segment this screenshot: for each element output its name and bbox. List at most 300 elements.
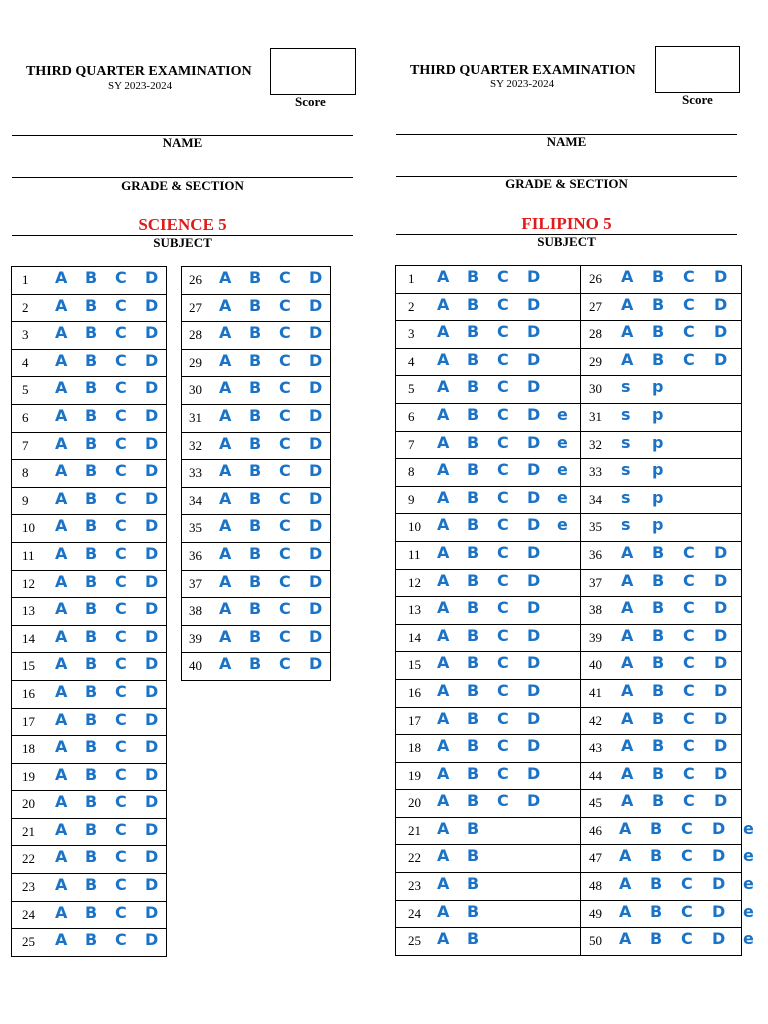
choice-b[interactable]: B [650, 874, 663, 894]
choice-b[interactable]: B [652, 791, 665, 811]
choice-c[interactable]: C [279, 516, 291, 536]
choice-b[interactable]: B [249, 350, 262, 370]
choice-c[interactable]: C [115, 323, 127, 343]
choice-d[interactable]: D [714, 708, 728, 728]
choice-c[interactable]: C [115, 930, 127, 950]
choice-b[interactable]: B [85, 737, 98, 757]
choice-a[interactable]: A [55, 737, 68, 757]
choice-b[interactable]: B [85, 516, 98, 536]
choice-b[interactable]: B [467, 763, 480, 783]
choice-d[interactable]: D [309, 461, 323, 481]
choice-d[interactable]: D [712, 874, 726, 894]
choice-b[interactable]: B [467, 708, 480, 728]
choice-c[interactable]: C [497, 267, 509, 286]
choice-b[interactable]: B [85, 405, 98, 425]
choice-e[interactable]: e [557, 487, 568, 507]
choice-b[interactable]: B [85, 875, 98, 895]
choice-b[interactable]: B [249, 268, 262, 287]
choice-b[interactable]: B [85, 378, 98, 398]
choice-a[interactable]: A [219, 461, 232, 481]
choice-d[interactable]: D [145, 543, 159, 563]
choice-c[interactable]: C [115, 543, 127, 563]
choice-c[interactable]: C [683, 708, 695, 728]
choice-b[interactable]: B [467, 542, 480, 562]
choice-c[interactable]: C [681, 929, 693, 949]
choice-d[interactable]: D [145, 488, 159, 508]
choice-c[interactable]: C [279, 654, 291, 674]
choice-a[interactable]: A [621, 791, 634, 811]
choice-a[interactable]: A [437, 625, 450, 645]
choice-c[interactable]: C [497, 294, 509, 314]
choice-a[interactable]: A [621, 598, 634, 618]
choice-a[interactable]: A [621, 349, 634, 369]
choice-c[interactable]: C [497, 708, 509, 728]
choice-b[interactable]: B [85, 709, 98, 729]
choice-c[interactable]: C [683, 294, 695, 314]
choice-d[interactable]: D [714, 625, 728, 645]
choice-b[interactable]: B [85, 433, 98, 453]
choice-a[interactable]: A [55, 516, 68, 536]
choice-b[interactable]: B [467, 349, 480, 369]
choice-a[interactable]: A [437, 763, 450, 783]
choice-b[interactable]: B [467, 377, 480, 397]
choice-d[interactable]: D [714, 570, 728, 590]
choice-c[interactable]: C [683, 791, 695, 811]
choice-c[interactable]: C [115, 764, 127, 784]
choice-b[interactable]: B [85, 323, 98, 343]
choice-b[interactable]: B [652, 267, 665, 286]
choice-d[interactable]: D [527, 736, 541, 756]
choice-c[interactable]: C [681, 901, 693, 921]
choice-c[interactable]: C [683, 267, 695, 286]
choice-a[interactable]: A [619, 818, 632, 838]
choice-b[interactable]: B [467, 267, 480, 286]
choice-b[interactable]: B [85, 930, 98, 950]
choice-c[interactable]: C [115, 709, 127, 729]
choice-d[interactable]: D [527, 570, 541, 590]
choice-c[interactable]: C [115, 681, 127, 701]
choice-c[interactable]: C [279, 571, 291, 591]
choice-b[interactable]: B [85, 350, 98, 370]
choice-c[interactable]: C [497, 736, 509, 756]
choice-b[interactable]: B [652, 570, 665, 590]
choice-a[interactable]: A [621, 680, 634, 700]
choice-a[interactable]: A [55, 819, 68, 839]
choice-a[interactable]: A [55, 571, 68, 591]
choice-b[interactable]: B [467, 515, 480, 535]
choice-a[interactable]: A [621, 322, 634, 342]
choice-a[interactable]: A [619, 874, 632, 894]
choice-d[interactable]: D [527, 377, 541, 397]
choice-d[interactable]: D [145, 405, 159, 425]
choice-c[interactable]: C [497, 542, 509, 562]
choice-b[interactable]: B [249, 433, 262, 453]
choice-d[interactable]: D [527, 349, 541, 369]
choice-c[interactable]: C [497, 322, 509, 342]
choice-d[interactable]: D [714, 294, 728, 314]
choice-a[interactable]: A [219, 433, 232, 453]
choice-b[interactable]: B [652, 294, 665, 314]
choice-d[interactable]: D [309, 516, 323, 536]
choice-d[interactable]: D [145, 268, 159, 287]
choice-a[interactable]: A [55, 654, 68, 674]
choice-a[interactable]: A [219, 405, 232, 425]
choice-b[interactable]: B [85, 543, 98, 563]
choice-s[interactable]: s [621, 377, 631, 397]
choice-d[interactable]: D [145, 709, 159, 729]
choice-a[interactable]: A [55, 599, 68, 619]
choice-c[interactable]: C [497, 432, 509, 452]
choice-d[interactable]: D [145, 599, 159, 619]
choice-c[interactable]: C [115, 819, 127, 839]
choice-a[interactable]: A [437, 570, 450, 590]
choice-b[interactable]: B [467, 736, 480, 756]
choice-d[interactable]: D [145, 681, 159, 701]
choice-a[interactable]: A [621, 708, 634, 728]
choice-b[interactable]: B [85, 599, 98, 619]
choice-c[interactable]: C [115, 599, 127, 619]
choice-a[interactable]: A [437, 432, 450, 452]
right-score-box[interactable] [655, 46, 740, 93]
choice-b[interactable]: B [652, 763, 665, 783]
choice-c[interactable]: C [279, 268, 291, 287]
choice-b[interactable]: B [467, 487, 480, 507]
choice-c[interactable]: C [497, 377, 509, 397]
choice-c[interactable]: C [497, 404, 509, 424]
choice-d[interactable]: D [527, 404, 541, 424]
choice-c[interactable]: C [497, 460, 509, 480]
choice-d[interactable]: D [527, 680, 541, 700]
choice-a[interactable]: A [437, 598, 450, 618]
choice-e[interactable]: e [743, 846, 754, 866]
choice-b[interactable]: B [85, 764, 98, 784]
choice-d[interactable]: D [714, 542, 728, 562]
choice-a[interactable]: A [619, 901, 632, 921]
choice-a[interactable]: A [437, 680, 450, 700]
choice-d[interactable]: D [145, 433, 159, 453]
choice-b[interactable]: B [652, 736, 665, 756]
choice-d[interactable]: D [527, 542, 541, 562]
choice-c[interactable]: C [497, 763, 509, 783]
choice-d[interactable]: D [309, 654, 323, 674]
choice-b[interactable]: B [467, 625, 480, 645]
choice-d[interactable]: D [712, 929, 726, 949]
choice-d[interactable]: D [527, 763, 541, 783]
choice-c[interactable]: C [683, 570, 695, 590]
choice-d[interactable]: D [309, 295, 323, 315]
choice-b[interactable]: B [650, 901, 663, 921]
choice-a[interactable]: A [219, 488, 232, 508]
choice-d[interactable]: D [712, 846, 726, 866]
choice-d[interactable]: D [145, 930, 159, 950]
choice-d[interactable]: D [309, 626, 323, 646]
choice-d[interactable]: D [712, 901, 726, 921]
choice-a[interactable]: A [437, 294, 450, 314]
choice-a[interactable]: A [621, 736, 634, 756]
choice-b[interactable]: B [467, 294, 480, 314]
choice-b[interactable]: B [85, 571, 98, 591]
choice-d[interactable]: D [527, 515, 541, 535]
choice-a[interactable]: A [437, 322, 450, 342]
choice-d[interactable]: D [714, 349, 728, 369]
choice-c[interactable]: C [683, 680, 695, 700]
choice-d[interactable]: D [527, 791, 541, 811]
choice-d[interactable]: D [309, 599, 323, 619]
choice-a[interactable]: A [437, 846, 450, 866]
choice-a[interactable]: A [621, 653, 634, 673]
choice-c[interactable]: C [497, 680, 509, 700]
choice-e[interactable]: e [743, 874, 754, 894]
left-score-box[interactable] [270, 48, 356, 95]
choice-b[interactable]: B [467, 874, 480, 894]
choice-d[interactable]: D [309, 488, 323, 508]
choice-b[interactable]: B [249, 378, 262, 398]
choice-e[interactable]: e [743, 818, 754, 838]
choice-a[interactable]: A [219, 323, 232, 343]
choice-b[interactable]: B [85, 792, 98, 812]
choice-d[interactable]: D [309, 350, 323, 370]
choice-a[interactable]: A [55, 461, 68, 481]
choice-c[interactable]: C [681, 818, 693, 838]
choice-b[interactable]: B [467, 929, 480, 949]
choice-d[interactable]: D [145, 737, 159, 757]
choice-a[interactable]: A [437, 791, 450, 811]
choice-d[interactable]: D [527, 294, 541, 314]
choice-a[interactable]: A [437, 874, 450, 894]
choice-a[interactable]: A [55, 847, 68, 867]
choice-b[interactable]: B [249, 571, 262, 591]
choice-c[interactable]: C [683, 625, 695, 645]
choice-a[interactable]: A [55, 709, 68, 729]
choice-c[interactable]: C [279, 461, 291, 481]
choice-d[interactable]: D [145, 323, 159, 343]
choice-a[interactable]: A [621, 625, 634, 645]
choice-b[interactable]: B [249, 654, 262, 674]
choice-a[interactable]: A [437, 708, 450, 728]
choice-a[interactable]: A [55, 268, 68, 287]
choice-c[interactable]: C [115, 268, 127, 287]
choice-a[interactable]: A [437, 487, 450, 507]
choice-a[interactable]: A [437, 404, 450, 424]
choice-c[interactable]: C [115, 626, 127, 646]
choice-c[interactable]: C [115, 847, 127, 867]
choice-b[interactable]: B [467, 818, 480, 838]
choice-c[interactable]: C [683, 763, 695, 783]
choice-b[interactable]: B [85, 902, 98, 922]
choice-d[interactable]: D [145, 875, 159, 895]
choice-b[interactable]: B [467, 460, 480, 480]
choice-c[interactable]: C [115, 516, 127, 536]
choice-a[interactable]: A [55, 295, 68, 315]
choice-a[interactable]: A [219, 378, 232, 398]
choice-c[interactable]: C [279, 323, 291, 343]
choice-d[interactable]: D [145, 571, 159, 591]
choice-a[interactable]: A [437, 653, 450, 673]
choice-c[interactable]: C [681, 846, 693, 866]
choice-d[interactable]: D [527, 267, 541, 286]
choice-d[interactable]: D [309, 571, 323, 591]
choice-e[interactable]: e [743, 929, 754, 949]
choice-c[interactable]: C [279, 488, 291, 508]
choice-c[interactable]: C [279, 378, 291, 398]
choice-c[interactable]: C [497, 515, 509, 535]
choice-d[interactable]: D [712, 818, 726, 838]
choice-e[interactable]: e [557, 460, 568, 480]
choice-e[interactable]: e [557, 515, 568, 535]
choice-a[interactable]: A [437, 349, 450, 369]
choice-c[interactable]: C [497, 625, 509, 645]
choice-c[interactable]: C [115, 461, 127, 481]
choice-s[interactable]: s [621, 404, 631, 424]
choice-b[interactable]: B [652, 653, 665, 673]
choice-a[interactable]: A [55, 405, 68, 425]
choice-b[interactable]: B [467, 846, 480, 866]
choice-d[interactable]: D [145, 350, 159, 370]
choice-b[interactable]: B [652, 542, 665, 562]
choice-c[interactable]: C [115, 875, 127, 895]
choice-a[interactable]: A [437, 377, 450, 397]
choice-b[interactable]: B [249, 626, 262, 646]
choice-d[interactable]: D [714, 267, 728, 286]
choice-c[interactable]: C [497, 598, 509, 618]
choice-a[interactable]: A [219, 571, 232, 591]
choice-c[interactable]: C [683, 736, 695, 756]
choice-d[interactable]: D [145, 847, 159, 867]
choice-e[interactable]: e [557, 432, 568, 452]
choice-c[interactable]: C [681, 874, 693, 894]
choice-b[interactable]: B [467, 791, 480, 811]
choice-c[interactable]: C [497, 349, 509, 369]
choice-d[interactable]: D [527, 460, 541, 480]
choice-d[interactable]: D [309, 405, 323, 425]
choice-b[interactable]: B [85, 268, 98, 287]
choice-b[interactable]: B [249, 405, 262, 425]
choice-a[interactable]: A [55, 350, 68, 370]
choice-p[interactable]: p [652, 487, 664, 507]
choice-p[interactable]: p [652, 460, 664, 480]
choice-a[interactable]: A [437, 901, 450, 921]
choice-a[interactable]: A [621, 542, 634, 562]
choice-c[interactable]: C [115, 488, 127, 508]
choice-p[interactable]: p [652, 377, 664, 397]
choice-d[interactable]: D [714, 598, 728, 618]
choice-c[interactable]: C [279, 599, 291, 619]
choice-c[interactable]: C [115, 792, 127, 812]
choice-c[interactable]: C [115, 295, 127, 315]
choice-d[interactable]: D [309, 433, 323, 453]
choice-c[interactable]: C [279, 350, 291, 370]
choice-p[interactable]: p [652, 404, 664, 424]
choice-b[interactable]: B [249, 323, 262, 343]
choice-c[interactable]: C [115, 654, 127, 674]
choice-b[interactable]: B [650, 929, 663, 949]
choice-b[interactable]: B [249, 543, 262, 563]
choice-a[interactable]: A [219, 295, 232, 315]
choice-c[interactable]: C [115, 350, 127, 370]
choice-p[interactable]: p [652, 515, 664, 535]
choice-s[interactable]: s [621, 515, 631, 535]
choice-d[interactable]: D [714, 680, 728, 700]
choice-b[interactable]: B [249, 295, 262, 315]
choice-b[interactable]: B [85, 819, 98, 839]
choice-d[interactable]: D [714, 791, 728, 811]
choice-d[interactable]: D [714, 322, 728, 342]
choice-d[interactable]: D [714, 763, 728, 783]
choice-a[interactable]: A [437, 736, 450, 756]
choice-b[interactable]: B [85, 295, 98, 315]
choice-b[interactable]: B [467, 404, 480, 424]
choice-a[interactable]: A [55, 875, 68, 895]
choice-c[interactable]: C [279, 295, 291, 315]
choice-a[interactable]: A [55, 488, 68, 508]
choice-c[interactable]: C [683, 542, 695, 562]
choice-a[interactable]: A [55, 378, 68, 398]
choice-b[interactable]: B [467, 901, 480, 921]
choice-d[interactable]: D [309, 378, 323, 398]
choice-d[interactable]: D [145, 902, 159, 922]
choice-a[interactable]: A [55, 323, 68, 343]
choice-b[interactable]: B [249, 599, 262, 619]
choice-c[interactable]: C [279, 626, 291, 646]
choice-d[interactable]: D [145, 461, 159, 481]
choice-c[interactable]: C [683, 653, 695, 673]
choice-d[interactable]: D [145, 516, 159, 536]
choice-c[interactable]: C [683, 322, 695, 342]
choice-d[interactable]: D [145, 792, 159, 812]
choice-c[interactable]: C [497, 791, 509, 811]
choice-p[interactable]: p [652, 432, 664, 452]
choice-a[interactable]: A [219, 626, 232, 646]
choice-a[interactable]: A [619, 846, 632, 866]
choice-d[interactable]: D [145, 295, 159, 315]
choice-a[interactable]: A [55, 543, 68, 563]
choice-b[interactable]: B [467, 680, 480, 700]
choice-c[interactable]: C [683, 349, 695, 369]
choice-a[interactable]: A [55, 433, 68, 453]
choice-a[interactable]: A [219, 516, 232, 536]
choice-d[interactable]: D [527, 653, 541, 673]
choice-b[interactable]: B [652, 680, 665, 700]
choice-e[interactable]: e [557, 404, 568, 424]
choice-c[interactable]: C [279, 543, 291, 563]
choice-s[interactable]: s [621, 460, 631, 480]
choice-d[interactable]: D [527, 322, 541, 342]
choice-c[interactable]: C [115, 378, 127, 398]
choice-b[interactable]: B [85, 626, 98, 646]
choice-b[interactable]: B [85, 461, 98, 481]
choice-d[interactable]: D [145, 764, 159, 784]
choice-b[interactable]: B [652, 625, 665, 645]
choice-d[interactable]: D [145, 654, 159, 674]
choice-d[interactable]: D [309, 543, 323, 563]
choice-c[interactable]: C [115, 405, 127, 425]
choice-b[interactable]: B [467, 598, 480, 618]
choice-c[interactable]: C [683, 598, 695, 618]
choice-a[interactable]: A [219, 654, 232, 674]
choice-d[interactable]: D [309, 323, 323, 343]
choice-b[interactable]: B [652, 322, 665, 342]
choice-b[interactable]: B [467, 653, 480, 673]
choice-a[interactable]: A [621, 294, 634, 314]
choice-b[interactable]: B [467, 432, 480, 452]
choice-b[interactable]: B [85, 847, 98, 867]
choice-c[interactable]: C [279, 405, 291, 425]
choice-a[interactable]: A [55, 930, 68, 950]
choice-a[interactable]: A [55, 902, 68, 922]
choice-a[interactable]: A [619, 929, 632, 949]
choice-b[interactable]: B [467, 570, 480, 590]
choice-a[interactable]: A [437, 515, 450, 535]
